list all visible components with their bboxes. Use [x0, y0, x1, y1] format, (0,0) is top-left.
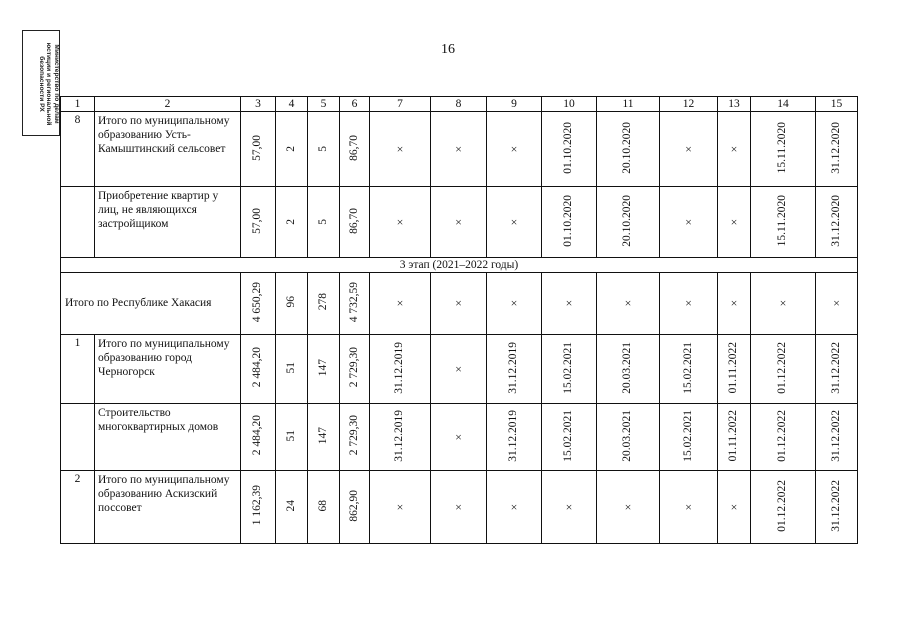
cell-value: 15.02.2021	[562, 341, 575, 394]
cell-value: 01.11.2022	[727, 409, 740, 462]
cell-value: 2 729,30	[347, 415, 360, 456]
cell	[308, 335, 340, 404]
header-row	[61, 97, 858, 112]
cell	[751, 404, 816, 471]
cell	[241, 273, 276, 335]
stage-label: 3 этап (2021–2022 годы)	[61, 258, 858, 273]
cell-value: ×	[685, 296, 692, 310]
cell	[370, 335, 431, 404]
col-header: 11	[597, 97, 660, 112]
cell	[487, 335, 542, 404]
cell	[660, 187, 718, 258]
cell-value: ×	[455, 214, 462, 229]
col-header: 14	[751, 97, 816, 112]
cell	[241, 335, 276, 404]
col-header: 10	[542, 97, 597, 112]
cell	[816, 273, 858, 335]
cell	[660, 273, 718, 335]
cell-value: 51	[284, 429, 297, 442]
cell-value: 01.12.2022	[776, 409, 789, 462]
cell-value: ×	[396, 499, 404, 514]
cell-value: 96	[284, 296, 297, 308]
cell-value: 01.10.2020	[562, 194, 575, 247]
cell	[542, 471, 597, 544]
cell	[308, 273, 340, 335]
page-number: 16	[441, 42, 455, 57]
cell	[751, 112, 816, 187]
row-name: Приобретение квартир у лиц, не являющихся застройщиком	[95, 187, 241, 258]
cell	[597, 404, 660, 471]
cell	[487, 404, 542, 471]
cell-value: ×	[510, 296, 518, 310]
cell-value: 31.12.2019	[393, 409, 406, 462]
cell-value: ×	[685, 214, 692, 229]
row-name: Итого по муниципальному образованию Усть-Камыштинский сельсовет	[95, 112, 241, 187]
cell-value: 2 484,20	[251, 415, 264, 456]
cell-value: ×	[730, 499, 738, 514]
cell	[487, 112, 542, 187]
cell	[660, 404, 718, 471]
cell	[308, 404, 340, 471]
cell-value: 31.12.2019	[393, 341, 406, 394]
row-name: Строительство многоквартирных домов	[95, 404, 241, 471]
cell	[431, 112, 487, 187]
cell	[370, 404, 431, 471]
cell-value: 4 650,29	[251, 281, 264, 323]
cell-value: 20.03.2021	[621, 409, 634, 462]
cell	[370, 273, 431, 335]
cell	[487, 273, 542, 335]
cell	[340, 187, 370, 258]
cell-value: ×	[730, 141, 738, 156]
cell	[308, 187, 340, 258]
cell-value: ×	[455, 141, 462, 156]
cell-value: ×	[396, 141, 404, 156]
ministry-stamp	[22, 30, 60, 136]
cell	[276, 404, 308, 471]
cell	[660, 112, 718, 187]
cell	[487, 471, 542, 544]
cell-value: 51	[284, 361, 297, 374]
cell	[660, 471, 718, 544]
cell-value: 31.12.2022	[829, 341, 842, 394]
cell-value: ×	[624, 499, 632, 514]
cell	[597, 112, 660, 187]
cell	[597, 471, 660, 544]
cell	[241, 187, 276, 258]
cell	[431, 187, 487, 258]
cell-value: 31.12.2019	[507, 341, 520, 394]
schedule-table	[60, 96, 858, 544]
total-row	[61, 273, 858, 335]
cell-value: ×	[455, 499, 462, 514]
cell-value: ×	[510, 499, 518, 514]
cell-value: 2 484,20	[251, 347, 264, 388]
cell	[816, 187, 858, 258]
cell-value: 15.02.2021	[681, 341, 694, 394]
cell	[816, 112, 858, 187]
cell	[751, 335, 816, 404]
cell-value: ×	[510, 214, 518, 229]
col-header: 12	[660, 97, 718, 112]
cell-value: 15.11.2020	[776, 194, 789, 247]
cell-value: 31.12.2020	[829, 121, 842, 174]
cell	[718, 187, 751, 258]
cell	[718, 335, 751, 404]
cell-value: ×	[685, 499, 692, 514]
cell	[660, 335, 718, 404]
col-header: 8	[431, 97, 487, 112]
row-name: Итого по муниципальному образованию город Черногорск	[95, 335, 241, 404]
row-number: 1	[61, 335, 95, 404]
cell	[487, 187, 542, 258]
cell	[542, 335, 597, 404]
col-header: 9	[487, 97, 542, 112]
cell-value: ×	[565, 499, 573, 514]
cell	[276, 471, 308, 544]
cell-value: ×	[396, 296, 404, 310]
cell	[816, 471, 858, 544]
cell-value: 20.03.2021	[621, 341, 634, 394]
cell-value: 5	[316, 146, 329, 152]
cell	[431, 335, 487, 404]
cell	[340, 112, 370, 187]
cell	[718, 112, 751, 187]
cell	[340, 273, 370, 335]
cell-value: 15.02.2021	[562, 409, 575, 462]
cell	[308, 112, 340, 187]
cell-value: 31.12.2022	[829, 409, 842, 462]
col-header: 13	[718, 97, 751, 112]
cell-value: 31.12.2020	[829, 194, 842, 247]
row-name: Итого по муниципальному образованию Аскизский поссовет	[95, 471, 241, 544]
cell	[542, 273, 597, 335]
cell-value: 01.11.2022	[727, 341, 740, 394]
cell	[308, 471, 340, 544]
cell-value: 2 729,30	[347, 347, 360, 388]
cell	[431, 404, 487, 471]
cell-value: 862,90	[347, 489, 360, 522]
cell	[816, 335, 858, 404]
cell	[340, 471, 370, 544]
col-header: 7	[370, 97, 431, 112]
cell-value: 278	[316, 293, 329, 311]
cell	[751, 187, 816, 258]
cell	[276, 187, 308, 258]
cell-value: ×	[685, 141, 692, 156]
cell	[431, 471, 487, 544]
cell	[370, 187, 431, 258]
total-name: Итого по Республике Хакасия	[61, 273, 241, 335]
cell-value: 15.11.2020	[776, 121, 789, 174]
row-number: 8	[61, 112, 95, 187]
cell-value: 01.10.2020	[562, 121, 575, 174]
cell	[276, 335, 308, 404]
col-header: 1	[61, 97, 95, 112]
cell-value: 01.12.2022	[776, 479, 789, 532]
cell	[751, 273, 816, 335]
cell	[370, 112, 431, 187]
cell-value: 31.12.2022	[829, 479, 842, 532]
cell	[340, 404, 370, 471]
cell-value: ×	[455, 361, 462, 376]
cell	[276, 273, 308, 335]
stage-row	[61, 258, 858, 273]
col-header: 6	[340, 97, 370, 112]
cell	[597, 273, 660, 335]
cell	[718, 404, 751, 471]
table-row	[61, 112, 858, 187]
cell-value: 20.10.2020	[621, 194, 634, 247]
cell	[340, 335, 370, 404]
cell-value: 57,00	[251, 207, 264, 234]
table-row	[61, 471, 858, 544]
cell-value: 20.10.2020	[621, 121, 634, 174]
cell-value: ×	[510, 141, 518, 156]
cell	[241, 112, 276, 187]
cell-value: ×	[624, 296, 632, 310]
cell-value: ×	[565, 296, 573, 310]
cell	[718, 471, 751, 544]
cell-value: ×	[396, 214, 404, 229]
cell-value: 147	[316, 358, 329, 377]
cell	[431, 273, 487, 335]
cell-value: ×	[730, 296, 738, 310]
row-number	[61, 187, 95, 258]
row-number	[61, 404, 95, 471]
cell-value: 57,00	[251, 134, 264, 161]
cell	[816, 404, 858, 471]
cell-value: 5	[316, 219, 329, 225]
cell-value: 2	[284, 146, 297, 152]
cell-value: 86,70	[347, 207, 360, 234]
cell-value: 2	[284, 219, 297, 225]
col-header: 15	[816, 97, 858, 112]
cell-value: 1 162,39	[251, 485, 264, 526]
cell-value: ×	[833, 296, 840, 310]
stamp-text: Министерство по делам юстиции и региональной безопасности РХ	[37, 42, 60, 126]
cell-value: ×	[779, 296, 787, 310]
cell-value: 86,70	[347, 134, 360, 161]
cell	[718, 273, 751, 335]
col-header: 4	[276, 97, 308, 112]
cell-value: 68	[316, 499, 329, 512]
cell	[542, 112, 597, 187]
cell	[241, 404, 276, 471]
col-header: 2	[95, 97, 241, 112]
cell-value: 31.12.2019	[507, 409, 520, 462]
table-row	[61, 187, 858, 258]
cell-value: 01.12.2022	[776, 341, 789, 394]
cell-value: 4 732,59	[347, 281, 360, 323]
cell	[370, 471, 431, 544]
cell-value: ×	[455, 296, 462, 310]
cell	[542, 404, 597, 471]
cell	[542, 187, 597, 258]
col-header: 3	[241, 97, 276, 112]
cell	[241, 471, 276, 544]
cell-value: ×	[730, 214, 738, 229]
cell-value: 147	[316, 426, 329, 445]
cell-value: ×	[455, 429, 462, 444]
row-number: 2	[61, 471, 95, 544]
cell	[597, 187, 660, 258]
cell	[751, 471, 816, 544]
cell	[597, 335, 660, 404]
cell-value: 24	[284, 499, 297, 512]
table-row	[61, 335, 858, 404]
col-header: 5	[308, 97, 340, 112]
cell-value: 15.02.2021	[681, 409, 694, 462]
table-row	[61, 404, 858, 471]
cell	[276, 112, 308, 187]
